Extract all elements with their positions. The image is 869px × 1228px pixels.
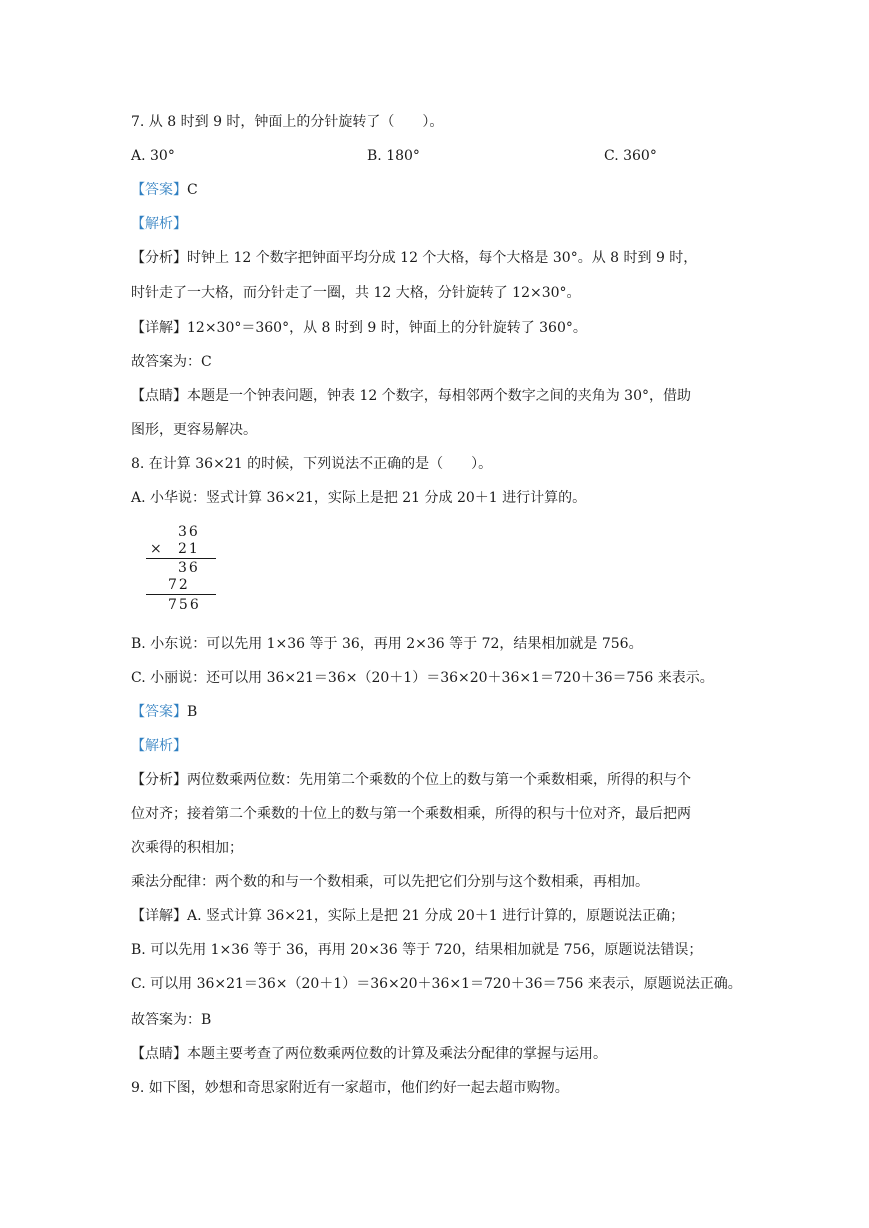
q7-analysis-tag: 【解析】: [131, 216, 187, 232]
q8-question: 8. 在计算 36×21 的时候，下列说法不正确的是（ ）。: [131, 456, 493, 472]
q8-conclusion: 故答案为：B: [131, 1012, 212, 1028]
calc-result: 756: [168, 597, 201, 613]
q8-option-b: B. 小东说：可以先用 1×36 等于 36，再用 2×36 等于 72，结果相加就是 756。: [131, 636, 643, 652]
q7-option-a: A. 30°: [131, 148, 175, 164]
xiangjie-text: 12×30°＝360°，从 8 时到 9 时，钟面上的分针旋转了 360°。: [187, 320, 587, 336]
q7-dianjing-line-1: [131, 386, 691, 406]
q7-dianjing-line-2: 图形，更容易解决。: [131, 422, 257, 438]
answer-value: B: [187, 704, 198, 720]
vertical-multiplication: [140, 522, 230, 614]
xiangjie-text: A. 竖式计算 36×21，实际上是把 21 分成 20＋1 进行计算的，原题说法正确；: [187, 908, 685, 924]
q8-option-a: A. 小华说：竖式计算 36×21，实际上是把 21 分成 20＋1 进行计算的。: [131, 490, 587, 506]
q8-option-c: C. 小丽说：还可以用 36×21＝36×（20＋1）＝36×20＋36×1＝720＋36＝756 来表示。: [131, 670, 714, 686]
q7-option-b: B. 180°: [367, 148, 420, 164]
q8-analysis-tag: 【解析】: [131, 738, 187, 754]
calc-operator: ×: [150, 541, 164, 557]
q8-fenxi-line-2: 位对齐；接着第二个乘数的十位上的数与第一个乘数相乘，所得的积与十位对齐，最后把两: [131, 806, 691, 822]
calc-rule-1: [146, 558, 216, 559]
calc-partial-2: 72: [168, 577, 190, 593]
dianjing-tag: 【点睛】: [131, 1046, 187, 1062]
q7-fenxi-line-1: [131, 248, 697, 268]
xiangjie-tag: 【详解】: [131, 320, 187, 336]
dianjing-tag: 【点睛】: [131, 388, 187, 404]
answer-value: C: [187, 182, 198, 198]
calc-multiplier: 21: [178, 541, 200, 557]
fenxi-text: 两位数乘两位数：先用第二个乘数的个位上的数与第一个乘数相乘，所得的积与个: [187, 772, 691, 788]
q8-fenxi-line-4: 乘法分配律：两个数的和与一个数相乘，可以先把它们分别与这个数相乘，再相加。: [131, 874, 649, 890]
q7-answer: [131, 180, 198, 200]
q7-question: 7. 从 8 时到 9 时，钟面上的分针旋转了（ ）。: [131, 114, 444, 130]
xiangjie-tag: 【详解】: [131, 908, 187, 924]
q9-question: 9. 如下图，妙想和奇思家附近有一家超市，他们约好一起去超市购物。: [131, 1080, 569, 1096]
q8-xiangjie-a: [131, 906, 684, 926]
q7-fenxi-line-2: 时针走了一大格，而分针走了一圈，共 12 大格，分针旋转了 12×30°。: [131, 285, 581, 301]
calc-rule-2: [146, 594, 216, 595]
q8-answer: [131, 702, 197, 722]
q7-option-c: C. 360°: [604, 148, 657, 164]
fenxi-tag: 【分析】: [131, 772, 187, 788]
calc-partial-1: 36: [178, 560, 200, 576]
q7-xiangjie: [131, 318, 587, 338]
dianjing-text: 本题主要考查了两位数乘两位数的计算及乘法分配律的掌握与运用。: [187, 1046, 607, 1062]
q7-conclusion: 故答案为：C: [131, 354, 212, 370]
q8-dianjing: [131, 1044, 607, 1064]
calc-multiplicand: 36: [178, 524, 200, 540]
answer-tag: 【答案】: [131, 182, 187, 198]
q8-xiangjie-c: C. 可以用 36×21＝36×（20＋1）＝36×20＋36×1＝720＋36＝756 来表示，原题说法正确。: [131, 976, 742, 992]
fenxi-tag: 【分析】: [131, 250, 187, 266]
dianjing-text: 本题是一个钟表问题，钟表 12 个数字，每相邻两个数字之间的夹角为 30°，借助: [187, 388, 691, 404]
answer-tag: 【答案】: [131, 704, 187, 720]
fenxi-text: 时钟上 12 个数字把钟面平均分成 12 个大格，每个大格是 30°。从 8 时到 9 时，: [187, 250, 698, 266]
q8-xiangjie-b: B. 可以先用 1×36 等于 36，再用 20×36 等于 720，结果相加就是 756，原题说法错误；: [131, 942, 703, 958]
q8-fenxi-line-3: 次乘得的积相加；: [131, 840, 243, 856]
q8-fenxi-line-1: [131, 770, 691, 790]
